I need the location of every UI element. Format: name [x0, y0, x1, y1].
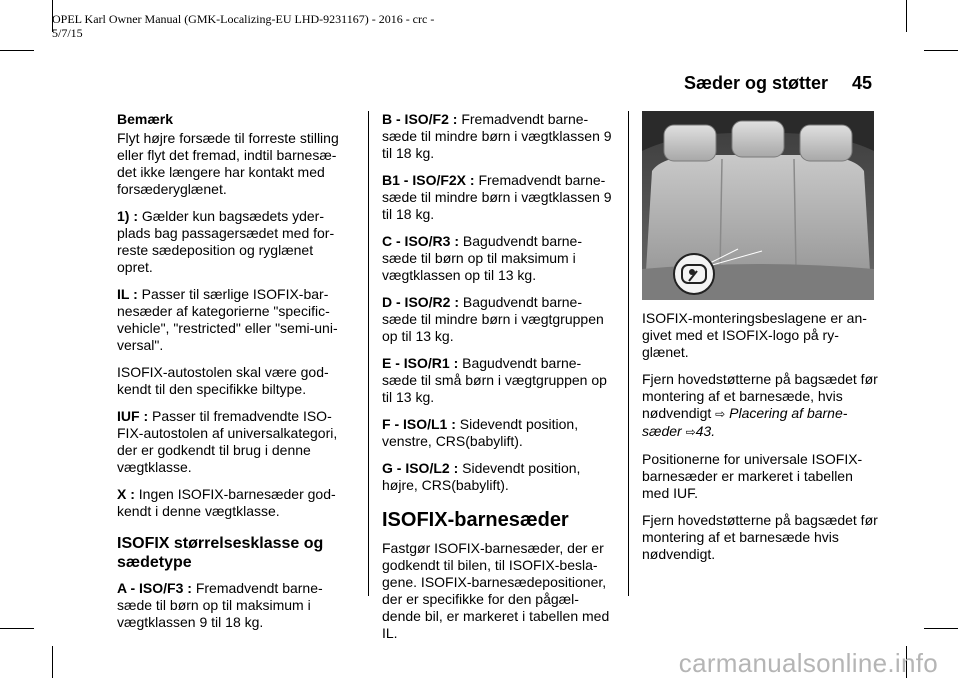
watermark: carmanualsonline.info — [678, 648, 938, 678]
definition-c — [382, 233, 614, 284]
term-label: IUF : — [117, 408, 149, 424]
paragraph: Fjern hovedstøtterne på bagsædet før montering af et barnesæde hvis nødvendigt. — [642, 512, 878, 562]
definition-e — [382, 355, 614, 406]
page-reference[interactable]: 43. — [695, 423, 716, 439]
note-title: Bemærk — [117, 111, 174, 127]
term-label: A - ISO/F3 : — [117, 580, 192, 596]
definition-x — [117, 486, 349, 520]
term-text: Fremadvendt barne-sæde til mindre børn i vægtklassen 9 til 18 kg. — [382, 111, 612, 161]
crop-mark — [924, 628, 958, 629]
definition-1 — [117, 208, 349, 276]
definition-il — [117, 286, 349, 354]
rear-seat-illustration — [642, 111, 874, 300]
term-label: IL : — [117, 286, 138, 302]
definition-f — [382, 416, 614, 450]
crop-mark — [906, 0, 907, 32]
document-header-line2: 5/7/15 — [52, 26, 83, 40]
term-label: 1) : — [117, 208, 138, 224]
crop-mark — [0, 628, 34, 629]
section-title: Sæder og støtter — [683, 73, 828, 93]
term-text: Gælder kun bagsædets yder-plads bag passagersædet med for-reste sædeposition og ryglænet opret. — [117, 208, 335, 275]
crop-mark — [0, 50, 34, 51]
term-text: Sidevendt position, venstre, CRS(babylift). — [382, 416, 579, 449]
column-1 — [117, 111, 349, 641]
rear-seat-photo — [642, 111, 874, 300]
term-label: B1 - ISO/F2X : — [382, 172, 475, 188]
term-label: E - ISO/R1 : — [382, 355, 459, 371]
term-text: Bagudvendt barne-sæde til børn op til maksimum i vægtklassen op til 13 kg. — [382, 233, 582, 283]
column-2 — [382, 111, 614, 652]
document-header-line1: OPEL Karl Owner Manual (GMK-Localizing-EU LHD-9231167) - 2016 - crc - — [52, 12, 435, 26]
page-number: 45 — [851, 73, 872, 93]
term-label: F - ISO/L1 : — [382, 416, 456, 432]
definition-d — [382, 294, 614, 345]
definition-b — [382, 111, 614, 162]
term-text: Sidevendt position, højre, CRS(babylift). — [382, 460, 581, 493]
term-label: C - ISO/R3 : — [382, 233, 460, 249]
definition-g — [382, 460, 614, 494]
cross-reference-arrow-icon: ⇨ — [715, 407, 726, 421]
note-text: Flyt højre forsæde til forreste stilling eller flyt det fremad, indtil barnesæ-det ikke længere har kontakt med forsæderyglænet. — [117, 130, 339, 197]
page-heading — [684, 73, 872, 94]
paragraph: Fastgør ISOFIX-barnesæder, der er godkendt til bilen, til ISOFIX-besla-gene. ISOFIX-barnesædepositioner, der er specifikke for den pågæl-dende bil, er markeret i tabellen med IL. — [382, 540, 610, 641]
section-heading: ISOFIX størrelsesklasse og sædetype — [117, 535, 324, 571]
document-header — [52, 12, 512, 40]
crop-mark — [924, 50, 958, 51]
crop-mark — [52, 646, 53, 678]
paragraph: ISOFIX-autostolen skal være god-kendt til den specifikke biltype. — [117, 364, 329, 397]
definition-iuf — [117, 408, 349, 476]
paragraph — [642, 371, 878, 441]
section-heading: ISOFIX-barnesæder — [382, 509, 569, 531]
term-label: D - ISO/R2 : — [382, 294, 460, 310]
cross-reference-link[interactable]: Placering af barne-sæder — [642, 405, 848, 439]
term-label: B - ISO/F2 : — [382, 111, 458, 127]
definition-a — [117, 580, 349, 631]
term-text: Passer til fremadvendte ISO-FIX-autostolen af universalkategori, der er godkendt til brug i denne vægtklasse. — [117, 408, 338, 475]
term-label: X : — [117, 486, 135, 502]
term-text: Fremadvendt barne-sæde til børn op til maksimum i vægtklassen 9 til 18 kg. — [117, 580, 323, 630]
page-reference-arrow-icon: ⇨ — [685, 425, 696, 439]
definition-b1 — [382, 172, 614, 223]
column-3 — [642, 310, 878, 573]
term-text: Fremadvendt barne-sæde til mindre børn i vægtklassen 9 til 18 kg. — [382, 172, 612, 222]
term-text: Ingen ISOFIX-barnesæder god-kendt i denne vægtklasse. — [117, 486, 336, 519]
column-divider — [628, 111, 629, 596]
term-text: Passer til særlige ISOFIX-bar-nesæder af kategorierne "specific-vehicle", "restricted" eller "semi-uni-versal". — [117, 286, 338, 353]
paragraph-text: Fjern hovedstøtterne på bagsædet før montering af et barnesæde, hvis nødvendigt — [642, 371, 878, 421]
term-text: Bagudvendt barne-sæde til mindre børn i vægtgruppen op til 13 kg. — [382, 294, 604, 344]
term-text: Bagudvendt barne-sæde til små børn i vægtgruppen op til 13 kg. — [382, 355, 607, 405]
column-divider — [368, 111, 369, 596]
photo-caption: ISOFIX-monteringsbeslagene er an-givet med et ISOFIX-logo på ry-glænet. — [642, 310, 867, 360]
paragraph: Positionerne for universale ISOFIX-barnesæder er markeret i tabellen med IUF. — [642, 451, 863, 501]
term-label: G - ISO/L2 : — [382, 460, 459, 476]
